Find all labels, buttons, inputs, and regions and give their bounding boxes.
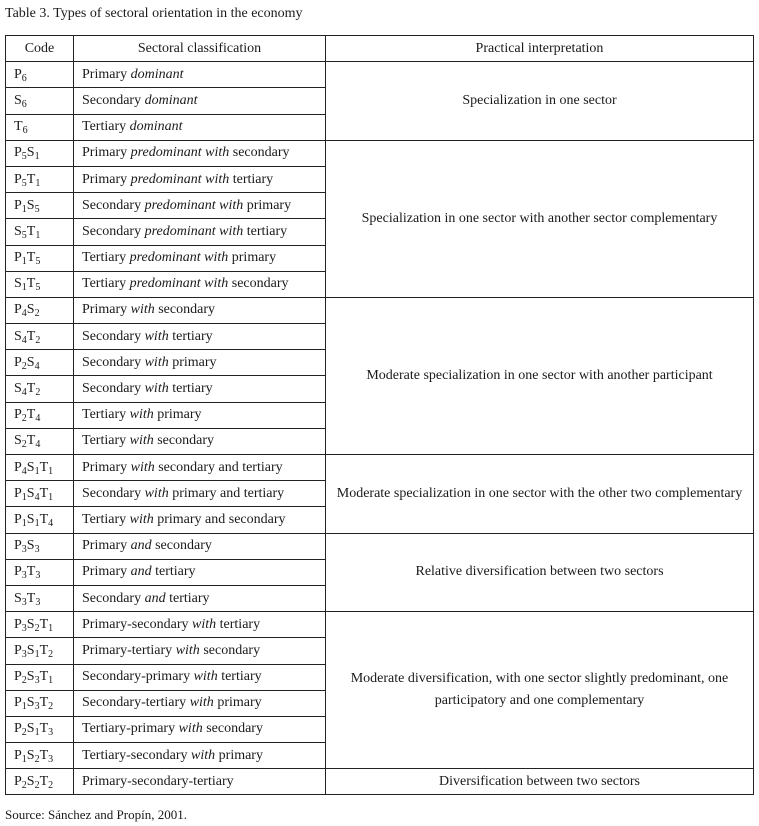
code-letter: T — [39, 485, 49, 501]
classification-emphasis: with — [144, 381, 169, 397]
code-letter: P — [14, 66, 22, 82]
code-cell — [6, 88, 74, 114]
code-subscript: 1 — [21, 517, 27, 529]
interpretation-cell: Moderate specialization in one sector with another participant — [326, 297, 754, 454]
code-letter: T — [39, 511, 49, 527]
code-cell — [6, 612, 74, 638]
classification-text: secondary — [154, 302, 215, 318]
classification-emphasis: with — [175, 642, 200, 658]
classification-emphasis: with — [191, 747, 216, 763]
classification-emphasis: predominant with — [129, 250, 229, 266]
code-cell — [6, 690, 74, 716]
classification-text: Primary — [82, 459, 131, 475]
classification-emphasis: with — [129, 407, 154, 423]
code-letter: P — [14, 695, 22, 711]
code-letter: P — [14, 773, 22, 789]
code-letter: S — [26, 695, 35, 711]
code-letter: P — [14, 354, 22, 370]
code-letter: T — [26, 276, 36, 292]
classification-cell — [74, 88, 326, 114]
classification-text: Tertiary-secondary — [82, 747, 192, 763]
classification-emphasis: and — [130, 564, 152, 580]
code-subscript: 2 — [34, 308, 40, 320]
classification-cell — [74, 481, 326, 507]
code-cell — [6, 114, 74, 140]
code-subscript: 3 — [21, 622, 27, 634]
classification-emphasis: predominant with — [130, 145, 230, 161]
code-subscript: 3 — [21, 570, 27, 582]
classification-text: secondary — [228, 276, 289, 292]
classification-text: secondary and tertiary — [154, 459, 283, 475]
classification-text: primary — [228, 250, 277, 266]
classification-cell — [74, 114, 326, 140]
code-subscript: 4 — [34, 491, 40, 503]
classification-emphasis: and — [144, 590, 166, 606]
classification-emphasis: with — [129, 511, 154, 527]
code-subscript: 1 — [21, 203, 27, 215]
classification-text: Secondary — [82, 197, 145, 213]
code-letter: P — [14, 511, 22, 527]
code-subscript: 2 — [35, 334, 41, 346]
code-letter: P — [14, 721, 22, 737]
code-subscript: 5 — [35, 282, 41, 294]
code-letter: S — [26, 773, 35, 789]
classification-cell — [74, 716, 326, 742]
classification-text: Primary — [82, 538, 131, 554]
table-body — [6, 62, 754, 795]
classification-emphasis: with — [144, 328, 169, 344]
code-letter: S — [14, 590, 22, 606]
code-subscript: 1 — [34, 517, 40, 529]
code-subscript: 3 — [48, 753, 54, 765]
table-row — [6, 297, 754, 323]
classification-text: Primary-secondary-tertiary — [82, 773, 234, 789]
code-letter: T — [26, 407, 36, 423]
code-subscript: 1 — [34, 727, 40, 739]
classification-text: Secondary — [82, 328, 145, 344]
code-subscript: 6 — [21, 98, 27, 110]
classification-emphasis: predominant with — [130, 171, 230, 187]
code-subscript: 1 — [21, 491, 27, 503]
table-row — [6, 612, 754, 638]
code-subscript: 4 — [21, 334, 27, 346]
code-subscript: 2 — [48, 648, 54, 660]
classification-text: Secondary-tertiary — [82, 695, 190, 711]
classification-emphasis: with — [189, 695, 214, 711]
code-cell — [6, 769, 74, 795]
classification-text: Secondary — [82, 223, 145, 239]
interpretation-cell: Diversification between two sectors — [326, 769, 754, 795]
table-row — [6, 62, 754, 88]
interpretation-cell: Relative diversification between two sectors — [326, 533, 754, 612]
code-subscript: 4 — [34, 360, 40, 372]
code-cell — [6, 271, 74, 297]
classification-text: secondary — [151, 538, 212, 554]
code-subscript: 2 — [35, 387, 41, 399]
code-subscript: 3 — [48, 727, 54, 739]
classification-cell — [74, 245, 326, 271]
code-letter: P — [14, 171, 22, 187]
classification-cell — [74, 612, 326, 638]
code-subscript: 3 — [34, 544, 40, 556]
code-letter: P — [14, 747, 22, 763]
code-letter: P — [14, 145, 22, 161]
interpretation-cell: Moderate specialization in one sector with the other two complementary — [326, 455, 754, 534]
code-subscript: 1 — [35, 229, 41, 241]
classification-emphasis: with — [178, 721, 203, 737]
code-letter: S — [14, 328, 22, 344]
classification-text: Tertiary — [82, 119, 130, 135]
classification-text: tertiary — [216, 616, 261, 632]
table-row — [6, 455, 754, 481]
classification-text: secondary — [153, 433, 214, 449]
classification-text: Tertiary-primary — [82, 721, 179, 737]
code-subscript: 1 — [35, 177, 41, 189]
code-cell — [6, 219, 74, 245]
code-letter: S — [14, 433, 22, 449]
code-letter: P — [14, 669, 22, 685]
code-letter: P — [14, 459, 22, 475]
header-interpretation: Practical interpretation — [326, 36, 754, 62]
code-subscript: 2 — [34, 753, 40, 765]
code-letter: S — [26, 145, 35, 161]
classification-text: Tertiary — [82, 433, 130, 449]
classification-cell — [74, 690, 326, 716]
code-subscript: 2 — [21, 360, 27, 372]
code-letter: P — [14, 485, 22, 501]
classification-emphasis: with — [130, 459, 155, 475]
code-cell — [6, 350, 74, 376]
header-row — [6, 36, 754, 62]
code-letter: S — [26, 642, 35, 658]
code-cell — [6, 324, 74, 350]
classification-text: Secondary — [82, 92, 145, 108]
code-subscript: 2 — [48, 779, 54, 791]
code-subscript: 1 — [48, 491, 54, 503]
table-row — [6, 533, 754, 559]
code-subscript: 5 — [35, 256, 41, 268]
code-letter: P — [14, 564, 22, 580]
classification-cell — [74, 350, 326, 376]
classification-emphasis: with — [144, 485, 169, 501]
code-subscript: 1 — [34, 465, 40, 477]
code-cell — [6, 507, 74, 533]
code-subscript: 5 — [21, 151, 27, 163]
interpretation-cell: Moderate diversification, with one sector slightly predominant, one participatory and one complementary — [326, 612, 754, 769]
code-letter: S — [26, 669, 35, 685]
code-cell — [6, 140, 74, 166]
code-cell — [6, 664, 74, 690]
code-letter: P — [14, 197, 22, 213]
classification-emphasis: with — [144, 354, 169, 370]
classification-text: Secondary — [82, 381, 145, 397]
classification-text: Tertiary — [82, 250, 130, 266]
code-subscript: 3 — [35, 570, 41, 582]
classification-emphasis: with — [193, 669, 218, 685]
classification-emphasis: with — [192, 616, 217, 632]
code-subscript: 6 — [21, 72, 27, 84]
code-subscript: 1 — [48, 465, 54, 477]
classification-text: primary — [215, 747, 263, 763]
code-letter: P — [14, 538, 22, 554]
code-cell — [6, 481, 74, 507]
code-letter: P — [14, 302, 22, 318]
code-letter: T — [26, 250, 36, 266]
classification-emphasis: with — [130, 302, 155, 318]
classification-text: tertiary — [243, 223, 288, 239]
classification-text: primary and secondary — [153, 511, 286, 527]
classification-text: Secondary-primary — [82, 669, 194, 685]
classification-emphasis: and — [130, 538, 152, 554]
code-letter: T — [39, 721, 49, 737]
code-cell — [6, 193, 74, 219]
code-letter: T — [39, 747, 49, 763]
classification-cell — [74, 193, 326, 219]
code-subscript: 2 — [21, 727, 27, 739]
code-letter: T — [39, 773, 49, 789]
code-cell — [6, 455, 74, 481]
interpretation-cell: Specialization in one sector with another sector complementary — [326, 140, 754, 297]
code-subscript: 3 — [21, 544, 27, 556]
code-subscript: 2 — [21, 675, 27, 687]
code-subscript: 5 — [21, 229, 27, 241]
code-letter: S — [26, 616, 35, 632]
classification-cell — [74, 62, 326, 88]
code-subscript: 3 — [34, 701, 40, 713]
classification-text: primary and tertiary — [168, 485, 285, 501]
classification-text: primary — [243, 197, 292, 213]
code-cell — [6, 716, 74, 742]
code-subscript: 3 — [21, 648, 27, 660]
code-letter: T — [26, 381, 36, 397]
code-subscript: 1 — [48, 622, 54, 634]
code-letter: S — [14, 381, 22, 397]
classification-cell — [74, 271, 326, 297]
code-letter: T — [39, 695, 49, 711]
code-cell — [6, 402, 74, 428]
code-letter: S — [26, 459, 35, 475]
code-subscript: 2 — [21, 413, 27, 425]
code-letter: S — [26, 747, 35, 763]
classification-text: Primary — [82, 302, 131, 318]
classification-text: tertiary — [168, 381, 213, 397]
code-subscript: 3 — [34, 675, 40, 687]
classification-cell — [74, 428, 326, 454]
classification-cell — [74, 166, 326, 192]
code-subscript: 6 — [22, 125, 28, 137]
code-subscript: 5 — [21, 177, 27, 189]
code-letter: S — [26, 197, 35, 213]
code-letter: T — [26, 590, 36, 606]
code-subscript: 1 — [48, 675, 54, 687]
code-subscript: 1 — [21, 701, 27, 713]
code-subscript: 2 — [34, 779, 40, 791]
classification-text: tertiary — [151, 564, 196, 580]
classification-emphasis: dominant — [130, 66, 184, 82]
classification-text: tertiary — [229, 171, 274, 187]
classification-text: Secondary — [82, 590, 145, 606]
classification-cell — [74, 402, 326, 428]
code-letter: T — [39, 616, 49, 632]
code-cell — [6, 297, 74, 323]
code-letter: T — [39, 642, 49, 658]
classification-text: Primary-tertiary — [82, 642, 176, 658]
code-cell — [6, 533, 74, 559]
classification-emphasis: dominant — [144, 92, 198, 108]
code-letter: S — [26, 538, 35, 554]
interpretation-cell: Specialization in one sector — [326, 62, 754, 141]
classification-emphasis: dominant — [129, 119, 183, 135]
classification-text: primary — [213, 695, 262, 711]
code-letter: T — [14, 119, 23, 135]
code-letter: S — [26, 354, 35, 370]
code-cell — [6, 638, 74, 664]
code-letter: S — [14, 223, 22, 239]
code-letter: P — [14, 616, 22, 632]
classification-cell — [74, 219, 326, 245]
code-letter: T — [26, 433, 36, 449]
classification-text: tertiary — [168, 328, 213, 344]
code-letter: T — [39, 459, 49, 475]
code-letter: T — [26, 171, 36, 187]
code-subscript: 2 — [48, 701, 54, 713]
code-subscript: 2 — [21, 439, 27, 451]
classification-cell — [74, 743, 326, 769]
code-subscript: 2 — [21, 779, 27, 791]
classification-cell — [74, 297, 326, 323]
code-subscript: 2 — [34, 622, 40, 634]
classification-text: Primary — [82, 145, 131, 161]
code-letter: S — [26, 721, 35, 737]
table-row — [6, 769, 754, 795]
classification-emphasis: predominant with — [129, 276, 229, 292]
code-subscript: 1 — [21, 282, 27, 294]
code-letter: T — [39, 669, 49, 685]
classification-text: Tertiary — [82, 276, 130, 292]
code-letter: P — [14, 407, 22, 423]
classification-text: Primary-secondary — [82, 616, 193, 632]
code-subscript: 4 — [35, 439, 41, 451]
code-letter: S — [26, 302, 35, 318]
code-cell — [6, 376, 74, 402]
classification-cell — [74, 533, 326, 559]
code-subscript: 1 — [34, 648, 40, 660]
code-subscript: 4 — [21, 308, 27, 320]
code-subscript: 4 — [35, 413, 41, 425]
classification-cell — [74, 638, 326, 664]
code-letter: S — [26, 511, 35, 527]
classification-text: primary — [168, 354, 217, 370]
code-letter: T — [26, 564, 36, 580]
classification-text: tertiary — [165, 590, 210, 606]
code-cell — [6, 428, 74, 454]
code-letter: S — [14, 276, 22, 292]
classification-text: Primary — [82, 564, 131, 580]
code-subscript: 5 — [34, 203, 40, 215]
classification-cell — [74, 559, 326, 585]
code-subscript: 3 — [35, 596, 41, 608]
table-row — [6, 140, 754, 166]
code-cell — [6, 743, 74, 769]
classification-cell — [74, 455, 326, 481]
classification-cell — [74, 324, 326, 350]
code-letter: P — [14, 250, 22, 266]
header-classification: Sectoral classification — [74, 36, 326, 62]
classification-text: Primary — [82, 171, 131, 187]
code-letter: S — [26, 485, 35, 501]
header-code: Code — [6, 36, 74, 62]
classification-emphasis: predominant with — [144, 223, 244, 239]
classification-cell — [74, 769, 326, 795]
classification-emphasis: with — [129, 433, 154, 449]
classification-text: Tertiary — [82, 407, 130, 423]
code-subscript: 4 — [48, 517, 54, 529]
classification-cell — [74, 376, 326, 402]
classification-text: Secondary — [82, 485, 145, 501]
classification-cell — [74, 140, 326, 166]
code-subscript: 1 — [21, 256, 27, 268]
classification-emphasis: predominant with — [144, 197, 244, 213]
classification-text: Tertiary — [82, 511, 130, 527]
source-note: Source: Sánchez and Propín, 2001. — [5, 807, 187, 822]
classification-text: secondary — [202, 721, 263, 737]
classification-text: primary — [153, 407, 202, 423]
sectoral-orientation-table — [5, 35, 754, 795]
code-subscript: 1 — [21, 753, 27, 765]
code-subscript: 1 — [34, 151, 40, 163]
code-cell — [6, 585, 74, 611]
code-subscript: 3 — [21, 596, 27, 608]
classification-cell — [74, 507, 326, 533]
code-letter: T — [26, 328, 36, 344]
code-cell — [6, 62, 74, 88]
code-letter: T — [26, 223, 36, 239]
classification-text: secondary — [229, 145, 290, 161]
classification-text: tertiary — [217, 669, 262, 685]
code-letter: P — [14, 642, 22, 658]
classification-text: secondary — [199, 642, 261, 658]
code-cell — [6, 559, 74, 585]
code-cell — [6, 166, 74, 192]
code-subscript: 4 — [21, 465, 27, 477]
classification-cell — [74, 664, 326, 690]
code-letter: S — [14, 92, 22, 108]
classification-cell — [74, 585, 326, 611]
classification-text: Secondary — [82, 354, 145, 370]
code-cell — [6, 245, 74, 271]
classification-text: Primary — [82, 66, 131, 82]
table-title: Table 3. Types of sectoral orientation in the economy — [5, 6, 303, 21]
code-subscript: 4 — [21, 387, 27, 399]
